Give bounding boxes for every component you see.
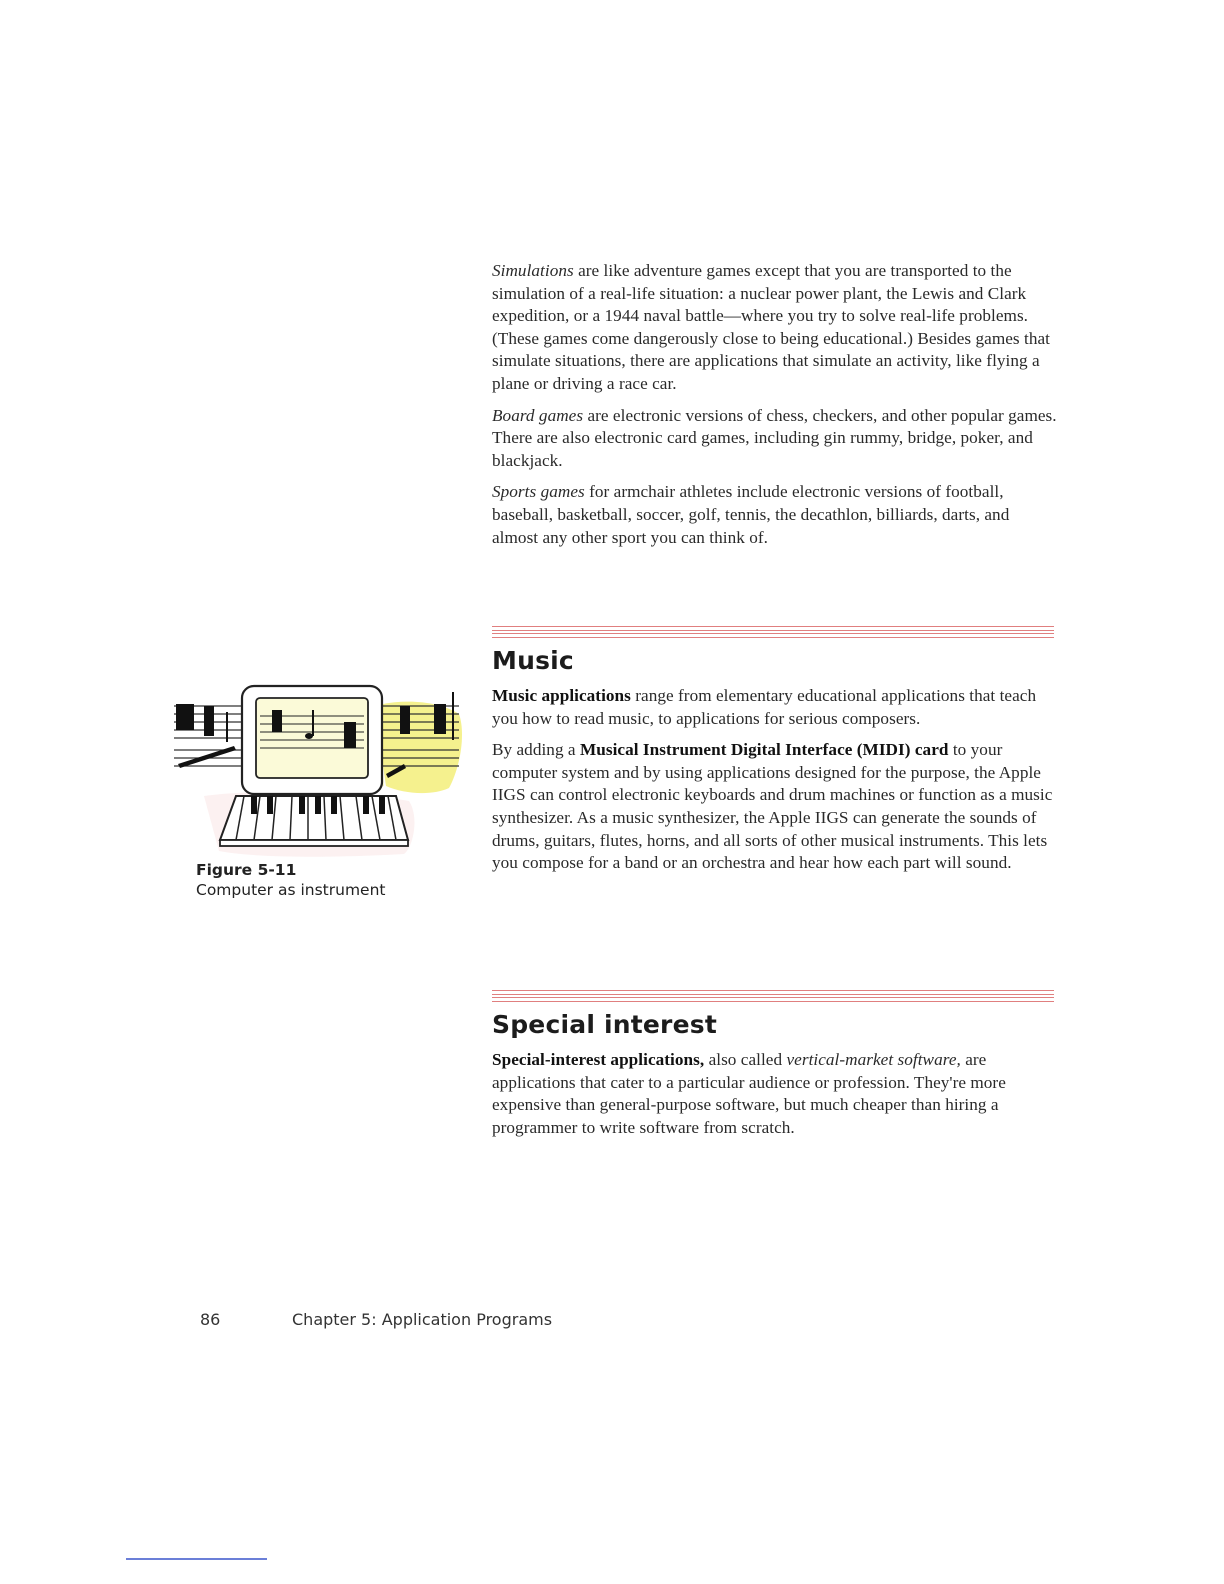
board-games-term: Board games <box>492 405 584 425</box>
music-paragraph-2-pre: By adding a <box>492 740 580 760</box>
board-games-text: are electronic versions of chess, checkers, and other popular games. There are also electronic card games, including gin rummy, bridge, poker, and blackjack. <box>492 405 1057 470</box>
midi-card-term: Musical Instrument Digital Interface (MIDI) card <box>579 740 949 760</box>
special-interest-term: Special-interest applications, <box>492 1050 705 1069</box>
music-paragraph-2-text: to your computer system and by using applications designed for the purpose, the Apple IIGS can control electronic keyboards and drum machines or function as a music synthesizer. As a music synthesizer, the Apple IIGS can generate the sounds of drums, guitars, flutes, horns, and all sorts of other musical instruments. This lets you compose for a band or an orchestra and hear how each part will sound. <box>492 740 1053 873</box>
music-section <box>492 626 1058 884</box>
special-interest-mid: also called <box>704 1050 787 1069</box>
music-paragraph-1 <box>492 685 1058 730</box>
vertical-market-term: vertical-market software, <box>786 1050 961 1069</box>
special-interest-heading: Special interest <box>492 1010 717 1039</box>
sports-games-term: Sports games <box>492 482 585 502</box>
sports-games-paragraph <box>492 481 1058 549</box>
music-heading: Music <box>492 646 574 675</box>
sports-games-text: for armchair athletes include electronic versions of football, baseball, basketball, soccer, golf, tennis, the decathlon, billiards, darts, and almost any other sport you can think of. <box>492 482 1010 547</box>
music-applications-term: Music applications <box>492 686 631 705</box>
special-interest-text: are applications that cater to a particular audience or profession. They're more expensive than general-purpose software, but much cheaper than hiring a programmer to write software from scratch. <box>492 1050 1006 1137</box>
simulations-term: Simulations <box>492 261 574 280</box>
bottom-edge-line <box>126 1558 267 1560</box>
figure-label: Figure 5-11 <box>196 861 297 879</box>
board-games-paragraph <box>492 405 1058 473</box>
special-interest-section <box>492 990 1058 1148</box>
music-paragraph-1-text: range from elementary educational applications that teach you how to read music, to applications for serious composers. <box>492 686 1037 728</box>
special-interest-paragraph <box>492 1049 1058 1139</box>
section-rule <box>492 990 1054 1002</box>
intro-section <box>492 260 1058 558</box>
simulations-paragraph <box>492 260 1058 396</box>
figure-title: Computer as instrument <box>196 881 386 899</box>
simulations-text: are like adventure games except that you are transported to the simulation of a real-life situation: a nuclear power plant, the Lewis and Clark expedition, or a 1944 naval battle—where you try to solve real-life problems. (These games come dangerously close to being educational.) Besides games that simulate situations, there are applications that simulate an activity, like flying a plane or driving a race car. <box>492 261 1050 393</box>
chapter-title: Chapter 5: Application Programs <box>292 1310 553 1329</box>
music-paragraph-2 <box>492 739 1058 875</box>
section-rule <box>492 626 1054 638</box>
computer-keyboard-illustration <box>164 676 466 858</box>
figure-caption <box>196 860 386 900</box>
page-number: 86 <box>200 1310 221 1329</box>
